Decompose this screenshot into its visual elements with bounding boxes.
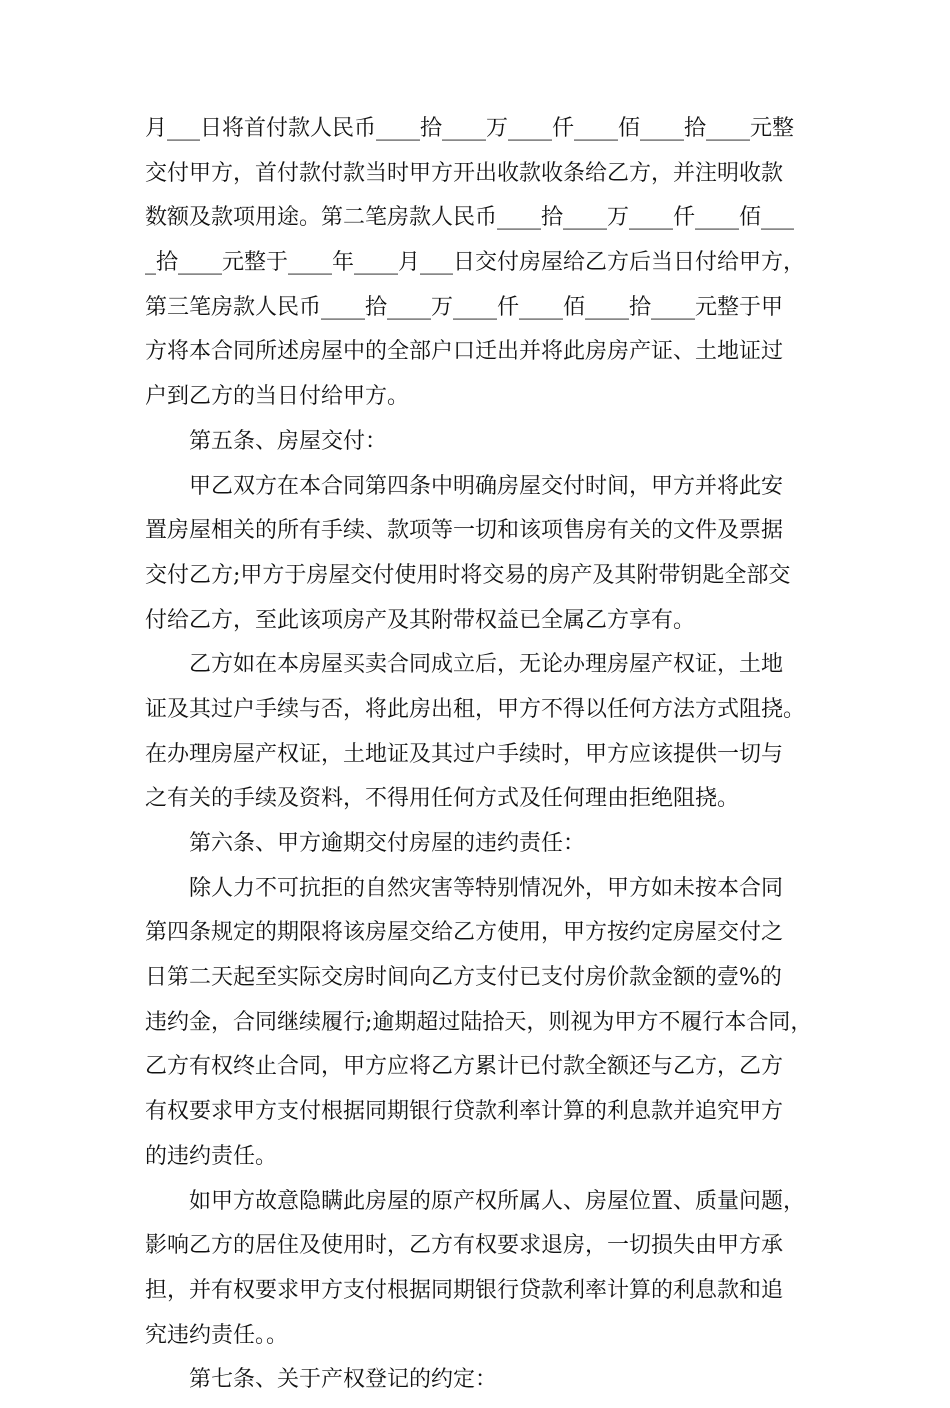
text-line: 证及其过户手续与否，将此房出租，甲方不得以任何方法方式阻挠。 <box>145 696 806 722</box>
text-line: 月___日将首付款人民币____拾____万____仟____佰____拾____元整 <box>145 116 795 141</box>
text-line: 日第二天起至实际交房时间向乙方支付已支付房价款金额的壹%的 <box>145 965 782 991</box>
section-heading: 第五条、房屋交付： <box>189 428 388 454</box>
text-line: 担，并有权要求甲方支付根据同期银行贷款利率计算的利息款和追 <box>145 1277 784 1303</box>
text-line: 如甲方故意隐瞒此房屋的原产权所属人、房屋位置、质量问题， <box>189 1188 806 1214</box>
text-line: 交付乙方;甲方于房屋交付使用时将交易的房产及其附带钥匙全部交 <box>145 562 791 588</box>
text-line: _拾____元整于____年____月___日交付房屋给乙方后当日付给甲方， <box>145 250 806 276</box>
text-line: 第三笔房款人民币____拾____万____仟____佰____拾____元整于甲 <box>145 294 784 320</box>
text-line: 之有关的手续及资料，不得用任何方式及任何理由拒绝阻挠。 <box>145 786 740 812</box>
text-line: 影响乙方的居住及使用时，乙方有权要求退房，一切损失由甲方承 <box>145 1233 784 1259</box>
text-line: 有权要求甲方支付根据同期银行贷款利率计算的利息款并追究甲方 <box>145 1099 784 1125</box>
text-line: 数额及款项用途。第二笔房款人民币____拾____万____仟____佰___ <box>145 205 795 231</box>
text-line: 第四条规定的期限将该房屋交给乙方使用，甲方按约定房屋交付之 <box>145 920 784 946</box>
text-line: 的违约责任。 <box>145 1143 278 1169</box>
text-line: 付给乙方，至此该项房产及其附带权益已全属乙方享有。 <box>145 607 696 633</box>
section-heading: 第七条、关于产权登记的约定： <box>189 1367 498 1393</box>
text-line: 户到乙方的当日付给甲方。 <box>145 384 410 410</box>
text-line: 甲乙双方在本合同第四条中明确房屋交付时间，甲方并将此安 <box>189 473 784 499</box>
text-line: 乙方有权终止合同，甲方应将乙方累计已付款全额还与乙方，乙方 <box>145 1054 784 1080</box>
text-line: 方将本合同所述房屋中的全部户口迁出并将此房房产证、土地证过 <box>145 339 784 365</box>
text-line: 交付甲方，首付款付款当时甲方开出收款收条给乙方，并注明收款 <box>145 160 784 186</box>
text-line: 违约金，合同继续履行;逾期超过陆拾天，则视为甲方不履行本合同， <box>145 1009 813 1035</box>
section-heading: 第六条、甲方逾期交付房屋的违约责任： <box>189 831 586 856</box>
text-line: 在办理房屋产权证，土地证及其过户手续时，甲方应该提供一切与 <box>145 741 784 767</box>
text-line: 乙方如在本房屋买卖合同成立后，无论办理房屋产权证，土地 <box>189 652 784 678</box>
text-line: 除人力不可抗拒的自然灾害等特别情况外，甲方如未按本合同 <box>189 875 784 901</box>
text-line: 究违约责任。。 <box>145 1322 289 1348</box>
text-line: 置房屋相关的所有手续、款项等一切和该项售房有关的文件及票据 <box>145 518 784 544</box>
contract-body <box>145 112 815 1408</box>
